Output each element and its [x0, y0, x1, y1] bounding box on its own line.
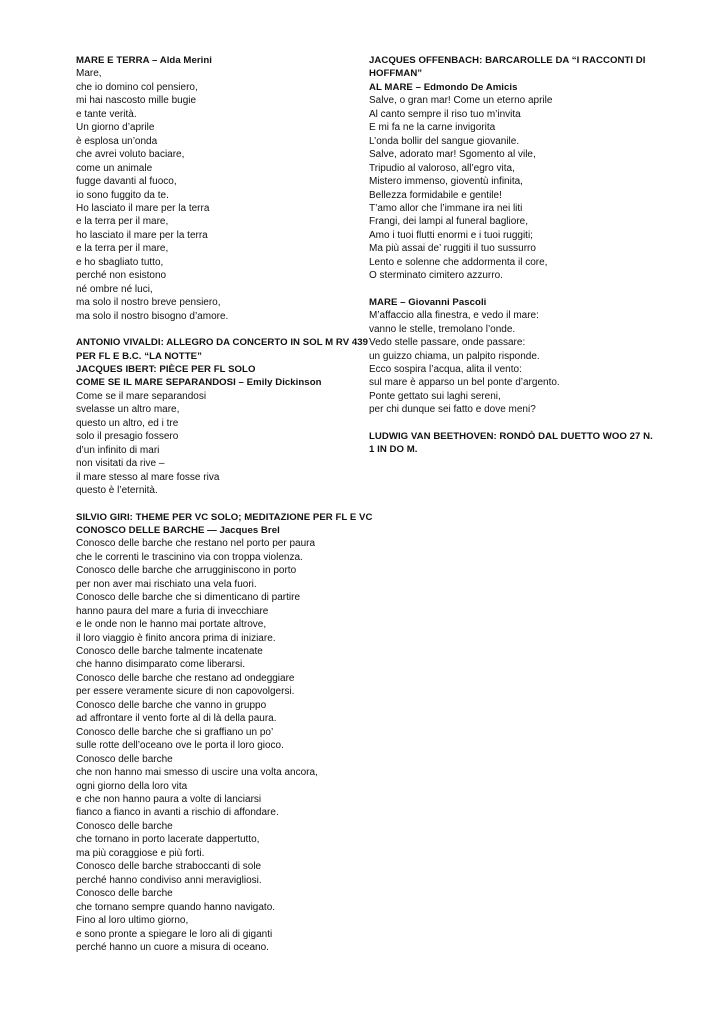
poem-line: non visitati da rive – — [76, 458, 165, 470]
poem-line: che le correnti le trascinino via con troppa violenza. — [76, 551, 303, 563]
poem-line: per non aver mai rischiato una vela fuori. — [76, 578, 257, 590]
poem-line: il mare stesso al mare fosse riva — [76, 471, 220, 483]
poem-line: e la terra per il mare, — [76, 216, 169, 228]
poem-line: Tripudio al valoroso, all’egro vita, — [369, 162, 515, 174]
section-heading: LUDWIG VAN BEETHOVEN: RONDÒ DAL DUETTO WOO 27 N. — [369, 430, 653, 442]
section-heading: JACQUES OFFENBACH: BARCAROLLE DA “I RACCONTI DI — [369, 55, 646, 66]
poem-line: e sono pronte a spiegare le loro ali di giganti — [76, 928, 273, 940]
poem-line: Conosco delle barche — [76, 820, 173, 832]
poem-line: un guizzo chiama, un palpito risponde. — [369, 350, 540, 362]
section-heading: COME SE IL MARE SEPARANDOSI – Emily Dickinson — [76, 377, 322, 389]
poem-line: e la terra per il mare, — [76, 243, 169, 255]
poem-line: solo il presagio fossero — [76, 431, 179, 443]
poem-line: perché hanno condiviso anni meravigliosi. — [76, 874, 262, 886]
poem-line: ho lasciato il mare per la terra — [76, 229, 208, 241]
poem-line: ma solo il nostro breve pensiero, — [76, 297, 221, 309]
section-heading: HOFFMAN” — [369, 68, 423, 80]
poem-line: Salve, o gran mar! Come un eterno aprile — [369, 95, 553, 107]
poem-line: M’affaccio alla finestra, e vedo il mare: — [369, 310, 539, 322]
section-heading: JACQUES IBERT: PIÈCE PER FL SOLO — [76, 363, 256, 375]
poem-line: d’un infinito di mari — [76, 444, 160, 456]
poem-line: Amo i tuoi flutti enormi e i tuoi ruggiti; — [369, 229, 533, 241]
poem-line: Conosco delle barche straboccanti di sole — [76, 861, 262, 873]
spacer — [369, 417, 669, 430]
poem-line: che io domino col pensiero, — [76, 81, 198, 93]
poem-line: Come se il mare separandosi — [76, 390, 207, 402]
poem-line: Fino al loro ultimo giorno, — [76, 915, 189, 927]
poem-line: Ma più assai de’ ruggiti il tuo sussurro — [369, 243, 536, 255]
section-heading: 1 IN DO M. — [369, 444, 418, 456]
poem-come-se-il-mare — [76, 336, 369, 497]
section-heading: AL MARE – Edmondo De Amicis — [369, 81, 518, 93]
poem-line: e che non hanno paura a volte di lanciarsi — [76, 794, 262, 806]
poem-line: mi hai nascosto mille bugie — [76, 95, 197, 107]
poem-line: Vedo stelle passare, onde passare: — [369, 337, 526, 349]
poem-line: perché hanno un cuore a misura di oceano. — [76, 942, 269, 953]
poem-line: svelasse un altro mare, — [76, 404, 180, 416]
poem-line: Lento e solenne che addormenta il core, — [369, 256, 548, 268]
poem-line: T’amo allor che l’immane ira nei liti — [369, 202, 523, 214]
poem-line: hanno paura del mare a furia di invecchiare — [76, 605, 269, 617]
poem-line: sulle rotte dell’oceano ove le porta il loro gioco. — [76, 740, 284, 752]
poem-line: questo un altro, ed i tre — [76, 417, 179, 429]
poem-line: perché non esistono — [76, 270, 167, 282]
poem-line: che avrei voluto baciare, — [76, 149, 185, 161]
poem-line: ogni giorno della loro vita — [76, 780, 188, 792]
poem-line: ma solo il nostro bisogno d’amore. — [76, 310, 229, 322]
poem-line: Bellezza formidabile e gentile! — [369, 189, 502, 201]
poem-line: e tante verità. — [76, 108, 137, 120]
poem-line: e le onde non le hanno mai portate altrove, — [76, 619, 267, 631]
poem-line: ma più coraggiose e più forti. — [76, 847, 205, 859]
poem-line: che tornano in porto lacerate dappertutto, — [76, 834, 260, 846]
right-column — [369, 54, 669, 457]
section-heading: PER FL E B.C. “LA NOTTE” — [76, 350, 202, 362]
poem-line: questo è l’eternità. — [76, 485, 158, 497]
poem-line: Ho lasciato il mare per la terra — [76, 202, 210, 214]
poem-line: Conosco delle barche che si dimenticano di partire — [76, 592, 301, 604]
spacer — [369, 283, 669, 296]
poem-line: e ho sbagliato tutto, — [76, 256, 164, 268]
poem-line: L’onda bollir del sangue giovanile. — [369, 135, 520, 147]
poem-line: E mi fa ne la carne invigorita — [369, 122, 496, 134]
poem-line: Conosco delle barche che vanno in gruppo — [76, 699, 267, 711]
section-heading: MARE E TERRA – Alda Merini — [76, 55, 212, 66]
poem-mare-e-terra — [76, 54, 366, 323]
poem-line: il loro viaggio è finito ancora prima di iniziare. — [76, 632, 276, 644]
poem-conosco-delle-barche — [76, 511, 373, 955]
poem-line: è esplosa un’onda — [76, 135, 158, 147]
poem-line: Conosco delle barche talmente incatenate — [76, 646, 263, 658]
poem-line: Conosco delle barche che restano nel porto per paura — [76, 538, 316, 550]
poem-line: sul mare è apparso un bel ponte d’argento. — [369, 377, 560, 389]
poem-line: Al canto sempre il riso tuo m’invita — [369, 108, 521, 120]
poem-line: O sterminato cimitero azzurro. — [369, 270, 503, 282]
poem-line: io sono fuggito da te. — [76, 189, 169, 201]
poem-line: Conosco delle barche che arrugginiscono in porto — [76, 565, 297, 577]
poem-line: Ponte gettato sui laghi sereni, — [369, 390, 501, 402]
poem-line: Frangi, dei lampi al funeral bagliore, — [369, 216, 528, 228]
program-beethoven — [369, 430, 669, 457]
poem-line: Salve, adorato mar! Sgomento al vile, — [369, 149, 536, 161]
poem-line: Mare, — [76, 68, 102, 80]
spacer — [76, 323, 366, 336]
poem-line: che non hanno mai smesso di uscire una volta ancora, — [76, 767, 318, 779]
poem-line: fianco a fianco in avanti a rischio di affondare. — [76, 807, 279, 819]
poem-line: che hanno disimparato come liberarsi. — [76, 659, 245, 671]
poem-line: Conosco delle barche — [76, 888, 173, 900]
poem-line: Conosco delle barche che restano ad ondeggiare — [76, 672, 295, 684]
poem-line: vanno le stelle, tremolano l’onde. — [369, 323, 516, 335]
left-column — [76, 54, 373, 954]
poem-line: fugge davanti al fuoco, — [76, 176, 177, 188]
poem-al-mare — [369, 54, 669, 283]
poem-line: Un giorno d’aprile — [76, 122, 155, 134]
poem-line: come un animale — [76, 162, 153, 174]
section-heading: CONOSCO DELLE BARCHE — Jacques Brel — [76, 524, 280, 536]
section-heading: ANTONIO VIVALDI: ALLEGRO DA CONCERTO IN SOL M RV 439 — [76, 337, 369, 349]
poem-line: Mistero immenso, gioventù infinita, — [369, 176, 523, 188]
poem-line: ad affrontare il vento forte al di là della paura. — [76, 713, 277, 725]
poem-line: Conosco delle barche — [76, 753, 173, 765]
poem-line: Conosco delle barche che si graffiano un po’ — [76, 726, 274, 738]
section-heading: SILVIO GIRI: THEME PER VC SOLO; MEDITAZIONE PER FL E VC — [76, 511, 373, 523]
poem-line: per chi dunque sei fatto e dove meni? — [369, 404, 536, 416]
poem-line: Ecco sospira l’acqua, alita il vento: — [369, 363, 522, 375]
section-heading: MARE – Giovanni Pascoli — [369, 296, 487, 308]
poem-line: per essere veramente sicure di non capovolgersi. — [76, 686, 295, 698]
poem-mare-pascoli — [369, 296, 669, 417]
poem-line: né ombre né luci, — [76, 283, 153, 295]
poem-line: che tornano sempre quando hanno navigato. — [76, 901, 276, 913]
spacer — [76, 498, 366, 511]
